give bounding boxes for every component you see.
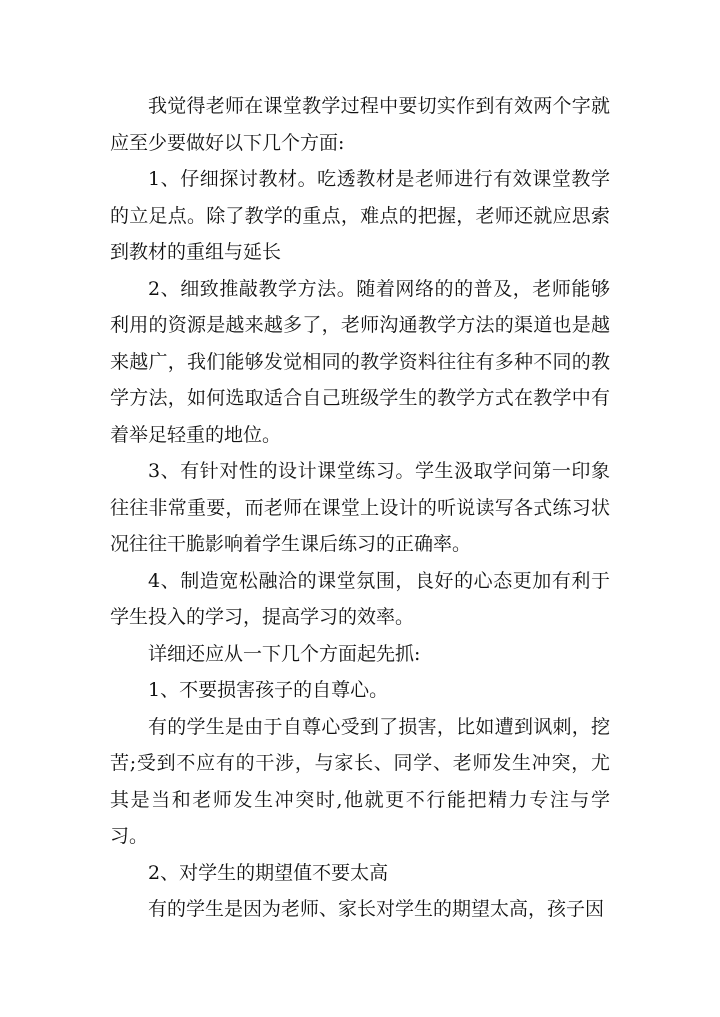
paragraph-point-3: 3、有针对性的设计课堂练习。学生汲取学问第一印象往往非常重要，而老师在课堂上设计的听说读写各式练习状况往往干脆影响着学生课后练习的正确率。	[110, 460, 610, 555]
paragraph-point-1: 1、仔细探讨教材。吃透教材是老师进行有效课堂教学的立足点。除了教学的重点，难点的把握，老师还就应思索到教材的重组与延长	[110, 168, 610, 263]
paragraph-detail-1-body: 有的学生是由于自尊心受到了损害，比如遭到讽刺，挖苦;受到不应有的干涉，与家长、同学、老师发生冲突，尤其是当和老师发生冲突时,他就更不行能把精力专注与学习。	[110, 715, 610, 847]
paragraph-detail-2-heading: 2、对学生的期望值不要太高	[148, 861, 389, 884]
paragraph-detail-2-body: 有的学生是因为老师、家长对学生的期望太高，孩子因	[148, 898, 605, 920]
paragraph-point-2: 2、细致推敲教学方法。随着网络的的普及，老师能够利用的资源是越来越多了，老师沟通教学方法的渠道也是越来越广，我们能够发觉相同的教学资料往往有多种不同的教学方法，如何选取适合自己班级学生的教学方式在教学中有着举足轻重的地位。	[110, 277, 610, 446]
document-page	[110, 88, 610, 928]
paragraph-detail-1-heading: 1、不要损害孩子的自尊心。	[148, 679, 389, 701]
paragraph-detail-intro: 详细还应从一下几个方面起先抓:	[148, 642, 421, 665]
paragraph-point-4: 4、制造宽松融洽的课堂氛围，良好的心态更加有利于学生投入的学习，提高学习的效率。	[110, 569, 610, 628]
paragraph-intro: 我觉得老师在课堂教学过程中要切实作到有效两个字就应至少要做好以下几个方面:	[110, 95, 610, 154]
